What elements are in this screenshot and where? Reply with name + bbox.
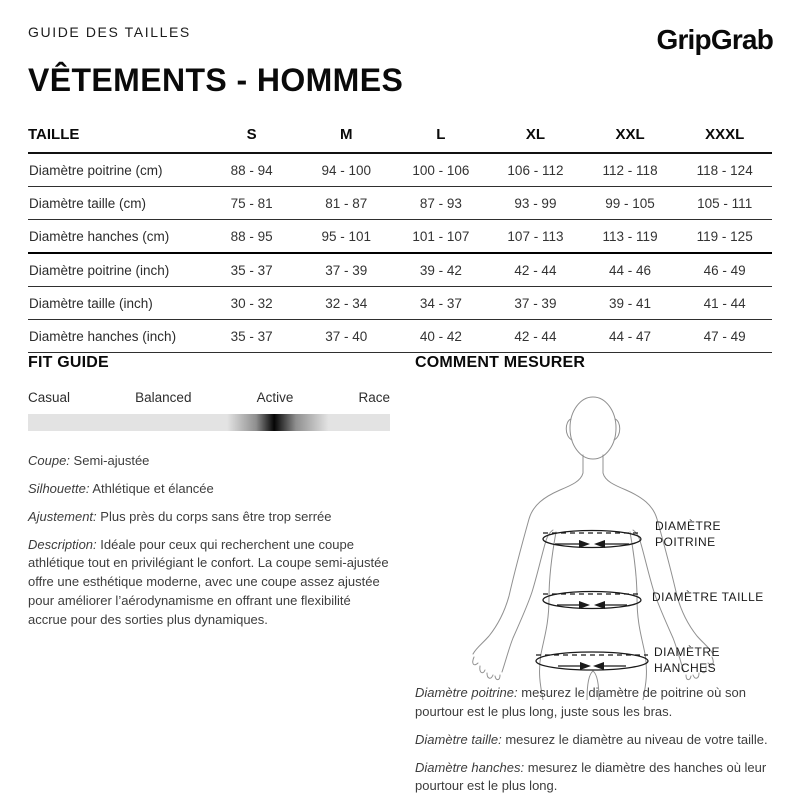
table-row	[28, 187, 772, 220]
hips-measurement	[536, 652, 648, 670]
row-label: Diamètre poitrine (inch)	[28, 253, 204, 287]
cell: 37 - 40	[299, 320, 394, 353]
left-arm-outline	[473, 455, 583, 654]
size-table	[28, 126, 772, 353]
detail-text: Idéale pour ceux qui recherchent une coupe athlétique tout en privilégiant le confort. La coupe semi-ajustée offre une esthétique moderne, avec une coupe assez ajustée pour améliorer l’aérodynamisme en offrant une flexibilité accrue pour des sorties plus dynamiques.	[28, 536, 389, 627]
table-row	[28, 153, 772, 187]
cell: 107 - 113	[488, 220, 583, 254]
note-label: Diamètre taille:	[415, 731, 502, 747]
cell: 105 - 111	[677, 187, 772, 220]
cell: 94 - 100	[299, 153, 394, 187]
left-torso-leg	[540, 532, 556, 700]
detail-text: Plus près du corps sans être trop serrée	[100, 508, 332, 524]
head-outline	[570, 397, 616, 459]
cell: 34 - 37	[394, 287, 489, 320]
scale-label-race: Race	[358, 390, 390, 405]
column-header-xxl: XXL	[583, 126, 678, 153]
cell: 44 - 47	[583, 320, 678, 353]
cell: 75 - 81	[204, 187, 299, 220]
column-header-taille: TAILLE	[28, 126, 204, 153]
measure-guide-section	[415, 354, 785, 794]
cell: 37 - 39	[299, 253, 394, 287]
cell: 39 - 42	[394, 253, 489, 287]
cell: 106 - 112	[488, 153, 583, 187]
cell: 87 - 93	[394, 187, 489, 220]
cell: 30 - 32	[204, 287, 299, 320]
note-text: mesurez le diamètre au niveau de votre taille.	[505, 731, 768, 747]
detail-label: Coupe:	[28, 453, 70, 468]
cell: 88 - 95	[204, 220, 299, 254]
cell: 37 - 39	[488, 287, 583, 320]
chest-measurement	[543, 531, 641, 549]
waist-measure-label: DIAMÈTRE TAILLE	[652, 590, 764, 604]
table-row	[28, 220, 772, 254]
table-row	[28, 320, 772, 353]
fit-details	[28, 452, 390, 630]
measure-guide-title: COMMENT MESURER	[415, 354, 586, 371]
fit-detail-description	[28, 536, 390, 630]
fit-scale-labels	[28, 390, 390, 405]
detail-label: Description:	[28, 536, 97, 552]
cell: 95 - 101	[299, 220, 394, 254]
cell: 41 - 44	[677, 287, 772, 320]
detail-label: Silhouette:	[28, 480, 90, 496]
table-header-row	[28, 126, 772, 153]
fit-guide-section	[28, 355, 390, 639]
cell: 93 - 99	[488, 187, 583, 220]
column-header-s: S	[204, 126, 299, 153]
fit-detail-coupe	[28, 452, 390, 471]
right-arm-outline	[603, 455, 713, 654]
fit-detail-silhouette	[28, 480, 390, 499]
cell: 99 - 105	[583, 187, 678, 220]
cell: 46 - 49	[677, 253, 772, 287]
cell: 119 - 125	[677, 220, 772, 254]
row-label: Diamètre taille (inch)	[28, 287, 204, 320]
fit-guide-title: FIT GUIDE	[28, 354, 109, 371]
gripgrab-logo: GripGrab	[656, 24, 773, 55]
cell: 88 - 94	[204, 153, 299, 187]
note-label: Diamètre hanches:	[415, 759, 525, 775]
cell: 112 - 118	[583, 153, 678, 187]
column-header-xl: XL	[488, 126, 583, 153]
body-outline-figure	[420, 386, 780, 700]
detail-text: Semi-ajustée	[73, 453, 150, 468]
cell: 113 - 119	[583, 220, 678, 254]
chest-label-line1: DIAMÈTRE	[655, 519, 722, 533]
chest-label-line2: POITRINE	[655, 534, 716, 549]
hips-label-line1: DIAMÈTRE	[654, 645, 721, 659]
fit-detail-ajustement	[28, 508, 390, 527]
cell: 101 - 107	[394, 220, 489, 254]
note-poitrine	[415, 684, 783, 722]
cell: 39 - 41	[583, 287, 678, 320]
cell: 35 - 37	[204, 253, 299, 287]
row-label: Diamètre hanches (inch)	[28, 320, 204, 353]
cell: 35 - 37	[204, 320, 299, 353]
scale-label-casual: Casual	[28, 390, 71, 405]
fit-scale-bar	[28, 414, 390, 431]
measure-notes	[415, 684, 783, 800]
row-label: Diamètre poitrine (cm)	[28, 153, 204, 187]
table-row	[28, 287, 772, 320]
cell: 100 - 106	[394, 153, 489, 187]
note-text: mesurez le diamètre des hanches où leur pourtour est le plus long.	[415, 759, 767, 794]
table-row	[28, 253, 772, 287]
cell: 47 - 49	[677, 320, 772, 353]
cell: 81 - 87	[299, 187, 394, 220]
left-inner-arm	[502, 530, 553, 672]
row-label: Diamètre hanches (cm)	[28, 220, 204, 254]
note-text: mesurez le diamètre de poitrine où son pourtour est le plus long, juste sous les bras.	[415, 685, 746, 719]
right-torso-leg	[630, 532, 646, 700]
note-label: Diamètre poitrine:	[415, 685, 518, 700]
detail-text: Athlétique et élancée	[92, 480, 214, 496]
scale-label-balanced: Balanced	[135, 390, 192, 405]
left-hand-fingers	[473, 657, 500, 680]
page-title: VÊTEMENTS - HOMMES	[28, 62, 404, 98]
column-header-m: M	[299, 126, 394, 153]
cell: 42 - 44	[488, 320, 583, 353]
note-hanches	[415, 759, 783, 797]
row-label: Diamètre taille (cm)	[28, 187, 204, 220]
hips-measure-label	[654, 645, 720, 676]
column-header-l: L	[394, 126, 489, 153]
chest-measure-label	[655, 519, 721, 550]
scale-label-active: Active	[256, 390, 294, 405]
column-header-xxxl: XXXL	[677, 126, 772, 153]
body-figure	[415, 371, 785, 701]
cell: 42 - 44	[488, 253, 583, 287]
hips-arrow-right	[593, 662, 604, 670]
cell: 40 - 42	[394, 320, 489, 353]
cell: 118 - 124	[677, 153, 772, 187]
waist-measurement	[543, 592, 641, 610]
cell: 32 - 34	[299, 287, 394, 320]
breadcrumb-eyebrow: GUIDE DES TAILLES	[28, 24, 191, 40]
note-taille	[415, 731, 783, 750]
hips-arrow-left	[580, 662, 591, 670]
detail-label: Ajustement:	[28, 508, 97, 524]
cell: 44 - 46	[583, 253, 678, 287]
hips-label-line2: HANCHES	[654, 660, 717, 675]
